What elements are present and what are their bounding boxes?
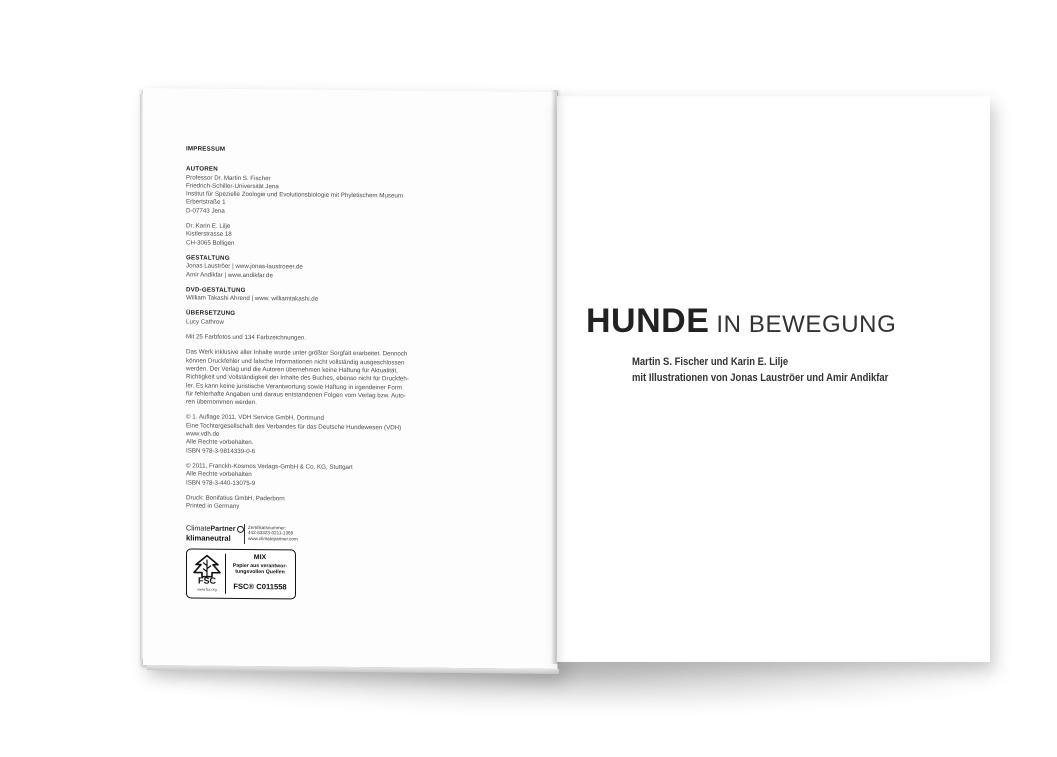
climatepartner-divider bbox=[244, 524, 245, 544]
auflage-line: © 1. Auflage 2011, VDH Service GmbH, Dortmund bbox=[186, 413, 324, 423]
fsc-logo bbox=[186, 548, 296, 599]
autoren-line: Kistlerstrasse 18 bbox=[186, 230, 232, 239]
fsc-paper-text bbox=[227, 563, 293, 576]
disclaimer-line: ler. Es kann keine juristische Verantwortung sowie Haftung in irgendeiner Form bbox=[186, 381, 402, 392]
kosmos-line: © 2011, Franckh-Kosmos Verlags-GmbH & Co. KG, Stuttgart bbox=[186, 462, 353, 471]
right-page-title bbox=[557, 96, 990, 662]
fsc-url: www.fsc.org bbox=[197, 587, 217, 592]
klimaneutral-label: klimaneutral bbox=[186, 533, 231, 543]
climatepartner-logo bbox=[186, 522, 311, 545]
autoren-line: D-07743 Jena bbox=[186, 207, 225, 215]
disclaimer-line: Das Werk inklusive aller Inhalte wurde unter größter Sorgfalt erarbeitet. Dennoch bbox=[186, 348, 408, 358]
kosmos-line: ISBN 978-3-440-13075-9 bbox=[186, 478, 256, 487]
climatepartner-brand-a: Climate bbox=[186, 523, 211, 533]
gestaltung-line: Jonas Lauströer | www.jonas-laustroeer.de bbox=[186, 262, 303, 271]
climatepartner-brand bbox=[186, 523, 244, 533]
auflage-line: Eine Tochtergesellschaft des Verbandes für das Deutsche Hundewesen (VDH) bbox=[186, 422, 402, 432]
imprint-text-block bbox=[186, 145, 416, 513]
auflage-line: ISBN 978-3-9814339-0-6 bbox=[186, 447, 256, 455]
dvd-label: DVD-GESTALTUNG bbox=[186, 286, 246, 294]
autoren-label: AUTOREN bbox=[186, 165, 218, 174]
druck-line: Printed in Germany bbox=[186, 502, 240, 511]
book-title bbox=[586, 302, 896, 341]
left-page-imprint bbox=[143, 88, 558, 669]
farbfotos-line: Mit 25 Farbfotos und 134 Farbzeichnungen. bbox=[186, 333, 307, 342]
auflage-line: Alle Rechte vorbehalten. bbox=[186, 438, 254, 447]
cert-line: Zertifikatsnummer: bbox=[248, 525, 287, 531]
climatepartner-cert bbox=[248, 525, 312, 542]
uebersetzung-line: Lucy Cathrow bbox=[186, 318, 224, 326]
druck-line: Druck: Bonifatius GmbH, Paderborn bbox=[186, 494, 285, 503]
autoren-line: Dr. Karin E. Lilje bbox=[186, 222, 231, 230]
disclaimer-line: können Druckfehler und falsche Informationen nicht vollständig ausgeschlossen bbox=[186, 357, 405, 367]
disclaimer-line: werden. Der Verlag und die Autoren übernehmen keine Haftung für Aktualität, bbox=[186, 365, 398, 375]
disclaimer-line: für fehlerhafte Angaben und daraus entstandenen Folgen vom Verlag bzw. Auto- bbox=[186, 390, 406, 400]
autoren-line: CH-3065 Bolligen bbox=[186, 239, 235, 247]
kosmos-line: Alle Rechte vorbehalten bbox=[186, 470, 252, 479]
fsc-mix: MIX bbox=[253, 554, 267, 562]
disclaimer-line: Richtigkeit und Vollständigkeit der Inhalte des Buches, ebenso nicht für Druckfeh- bbox=[186, 373, 409, 383]
autoren-line: Friedrich-Schiller-Universität Jena bbox=[186, 182, 279, 191]
book-credits bbox=[632, 354, 888, 386]
auflage-line: www.vdh.de bbox=[186, 430, 220, 438]
cert-line: www.climatepartner.com bbox=[248, 535, 298, 542]
fsc-paper-line: tungsvollen Quellen bbox=[235, 568, 285, 576]
climatepartner-brand-b: Partner bbox=[210, 523, 236, 533]
autoren-line: Erbertstraße 1 bbox=[186, 198, 226, 207]
gestaltung-line: Amir Andikfar | www.andikfar.de bbox=[186, 270, 273, 279]
fsc-code: FSC® C011558 bbox=[233, 581, 287, 592]
illustrators-line: mit Illustrationen von Jonas Lauströer und Amir Andikfar bbox=[632, 372, 889, 384]
fsc-paper-line: Papier aus verantwor- bbox=[232, 562, 288, 570]
uebersetzung-label: ÜBERSETZUNG bbox=[186, 309, 236, 318]
imprint-heading: IMPRESSUM bbox=[186, 145, 226, 153]
autoren-line: Institut für Spezielle Zoologie und Evolutionsbiologie mit Phyletischem Museum bbox=[186, 190, 404, 200]
gestaltung-label: GESTALTUNG bbox=[186, 254, 230, 262]
cert-line: 442-53323-0211-1369 bbox=[248, 530, 294, 536]
disclaimer-line: ren übernommen werden. bbox=[186, 398, 257, 407]
authors-line: Martin S. Fischer und Karin E. Lilje bbox=[632, 356, 789, 368]
dvd-line: William Takashi Ahrend | www. williamtakashi.de bbox=[186, 294, 319, 303]
fsc-divider bbox=[225, 554, 226, 594]
book-title-light: IN BEWEGUNG bbox=[716, 311, 897, 338]
climatepartner-dot-icon bbox=[237, 525, 244, 532]
autoren-line: Professor Dr. Martin S. Fischer bbox=[186, 174, 271, 182]
book-title-bold: HUNDE bbox=[586, 302, 710, 340]
fsc-label: FSC bbox=[198, 575, 216, 586]
